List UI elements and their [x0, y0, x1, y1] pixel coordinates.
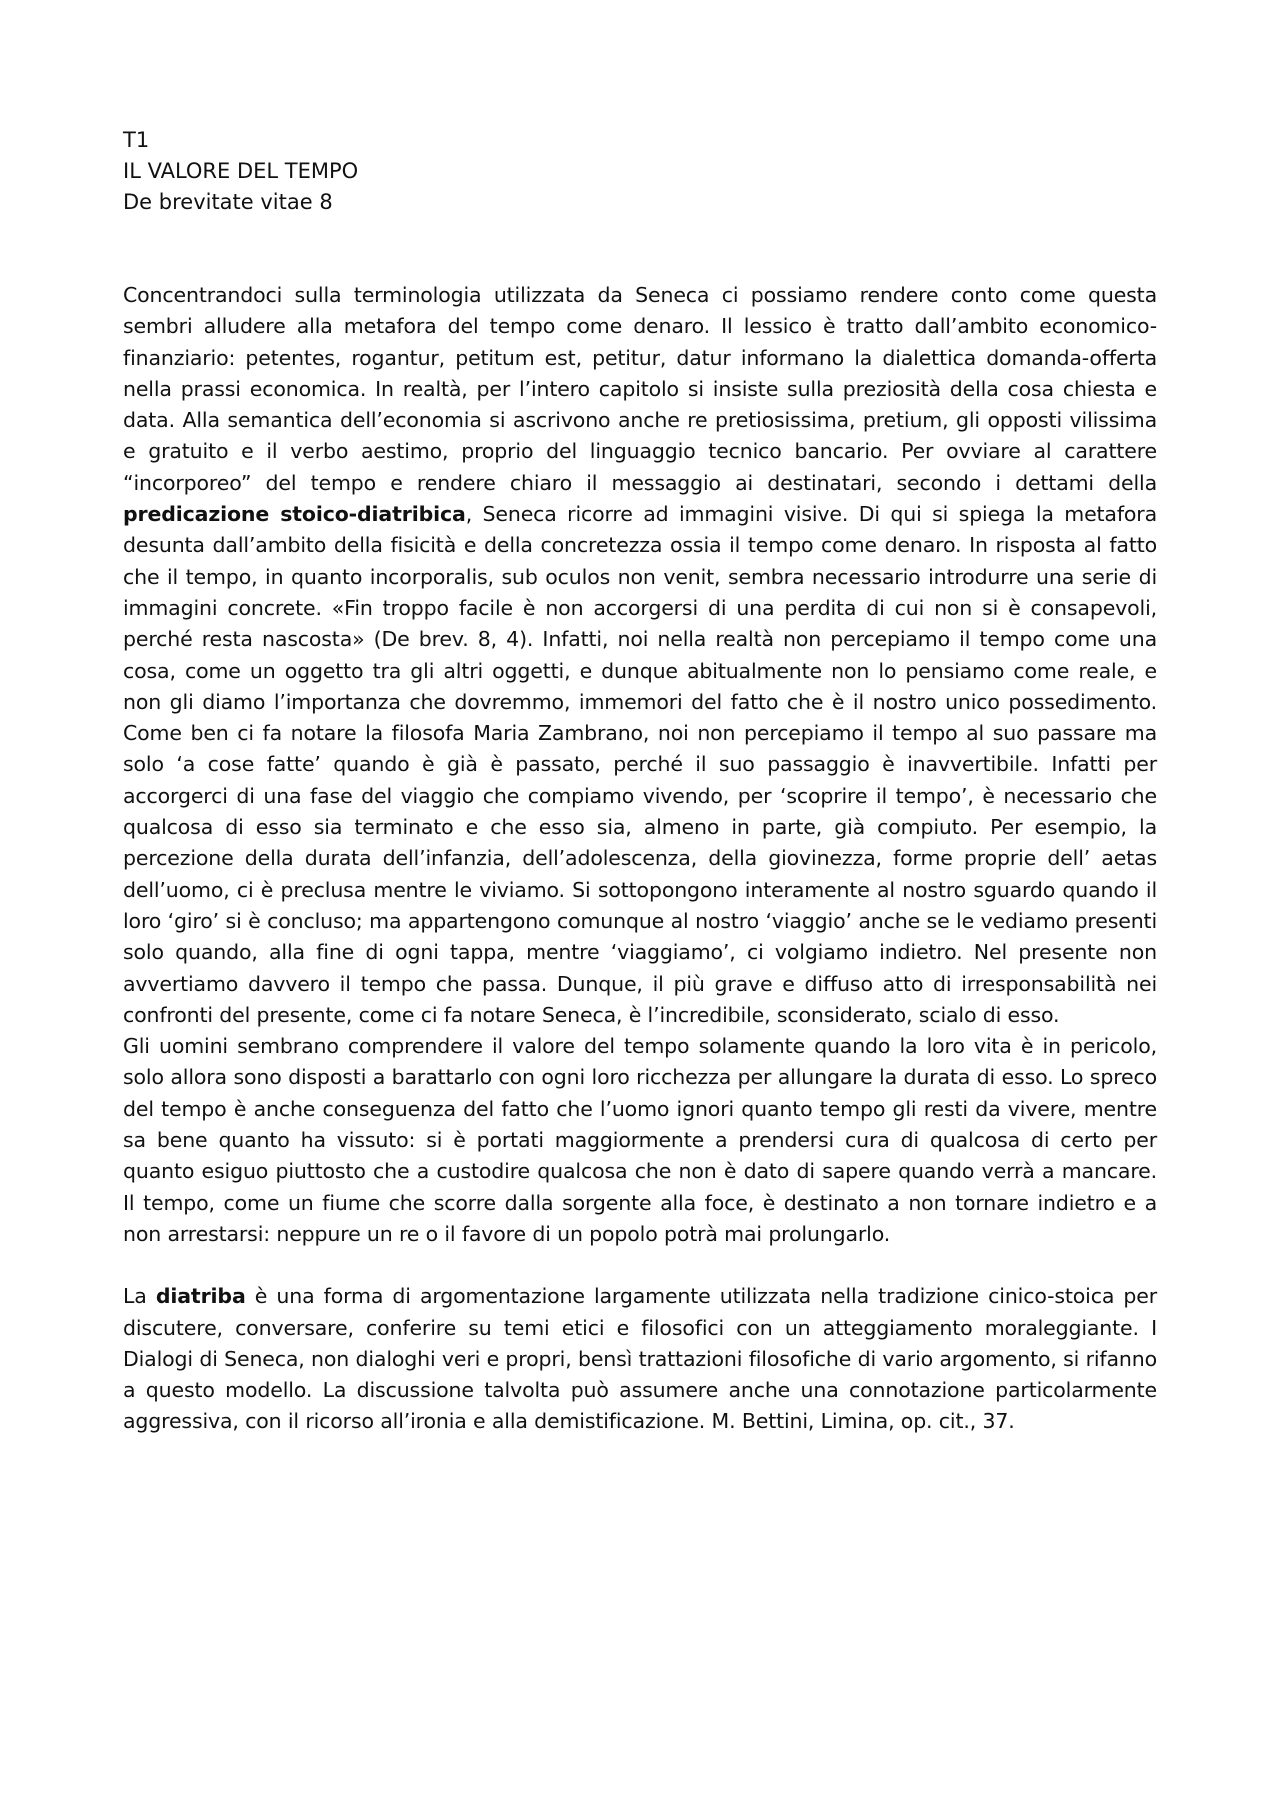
document-header — [123, 125, 1157, 218]
paragraph-1 — [123, 280, 1157, 1031]
paragraph-3-text-b: è una forma di argomentazione largamente utilizzata nella tradizione cinico-stoica per discutere, conversare, conferire su temi etici e filosofici con un atteggiamento moraleggiante. I Dialogi di Seneca, non dialoghi veri e propri, bensì trattazioni filosofiche di vario argomento, si rifanno a questo modello. La discussione talvolta può assumere anche una connotazione particolarmente aggressiva, con il ricorso all’ironia e alla demistificazione. M. Bettini, Limina, op. cit., 37. — [123, 1284, 1157, 1434]
paragraph-1-text-b: , Seneca ricorre ad immagini visive. Di qui si spiega la metafora desunta dall’ambito della fisicità e della concretezza ossia il tempo come denaro. In risposta al fatto che il tempo, in quanto incorporalis, sub oculos non venit, sembra necessario introdurre una serie di immagini concrete. «Fin troppo facile è non accorgersi di una perdita di cui non si è consapevoli, perché resta nascosta» (De brev. 8, 4). Infatti, noi nella realtà non percepiamo il tempo come una cosa, come un oggetto tra gli altri oggetti, e dunque abitualmente non lo pensiamo come reale, e non gli diamo l’importanza che dovremmo, immemori del fatto che è il nostro unico possedimento. Come ben ci fa notare la filosofa Maria Zambrano, noi non percepiamo il tempo al suo passare ma solo ‘a cose fatte’ quando è già è passato, perché il suo passaggio è inavvertibile. Infatti per accorgerci di una fase del viaggio che compiamo vivendo, per ‘scoprire il tempo’, è necessario che qualcosa di esso sia terminato e che esso sia, almeno in parte, già compiuto. Per esempio, la percezione della durata dell’infanzia, dell’adolescenza, della giovinezza, forme proprie dell’ aetas dell’uomo, ci è preclusa mentre le viviamo. Si sottopongono interamente al nostro sguardo quando il loro ‘giro’ si è concluso; ma appartengono comunque al nostro ‘viaggio’ anche se le vediamo presenti solo quando, alla fine di ogni tappa, mentre ‘viaggiamo’, ci volgiamo indietro. Nel presente non avvertiamo davvero il tempo che passa. Dunque, il più grave e diffuso atto di irresponsabilità nei confronti del presente, come ci fa notare Seneca, è l’incredibile, sconsiderato, scialo di esso. — [123, 502, 1157, 1027]
text-title: IL VALORE DEL TEMPO — [123, 159, 359, 183]
paragraph-1-text-a: Concentrandoci sulla terminologia utilizzata da Seneca ci possiamo rendere conto come questa sembri alludere alla metafora del tempo come denaro. Il lessico è tratto dall’ambito economico-finanziario: petentes, rogantur, petitum est, petitur, datur informano la dialettica domanda-offerta nella prassi economica. In realtà, per l’intero capitolo si insiste sulla preziosità della cosa chiesta e data. Alla semantica dell’economia si ascrivono anche re pretiosissima, pretium, gli opposti vilissima e gratuito e il verbo aestimo, proprio del linguaggio tecnico bancario. Per ovviare al carattere “incorporeo” del tempo e rendere chiaro il messaggio ai destinatari, secondo i dettami della — [123, 283, 1157, 495]
paragraph-3-bold-term: diatriba — [155, 1284, 246, 1309]
paragraph-3-text-a: La — [123, 1284, 156, 1309]
paragraph-spacer — [123, 1250, 1157, 1281]
paragraph-2: Gli uomini sembrano comprendere il valore del tempo solamente quando la loro vita è in pericolo, solo allora sono disposti a barattarlo con ogni loro ricchezza per allungare la durata di esso. Lo spreco del tempo è anche conseguenza del fatto che l’uomo ignori quanto tempo gli resti da vivere, mentre sa bene quanto ha vissuto: si è portati maggiormente a prendersi cura di qualcosa di certo per quanto esiguo piuttosto che a custodire qualcosa che non è dato di sapere quando verrà a mancare. Il tempo, come un fiume che scorre dalla sorgente alla foce, è destinato a non tornare indietro e a non arrestarsi: neppure un re o il favore di un popolo potrà mai prolungarlo. — [123, 1034, 1157, 1246]
document-page — [123, 125, 1157, 1438]
paragraph-3 — [123, 1281, 1157, 1437]
text-source: De brevitate vitae 8 — [123, 190, 333, 214]
text-number: T1 — [123, 128, 150, 152]
paragraph-1-bold-term: predicazione stoico-diatribica — [123, 502, 466, 527]
